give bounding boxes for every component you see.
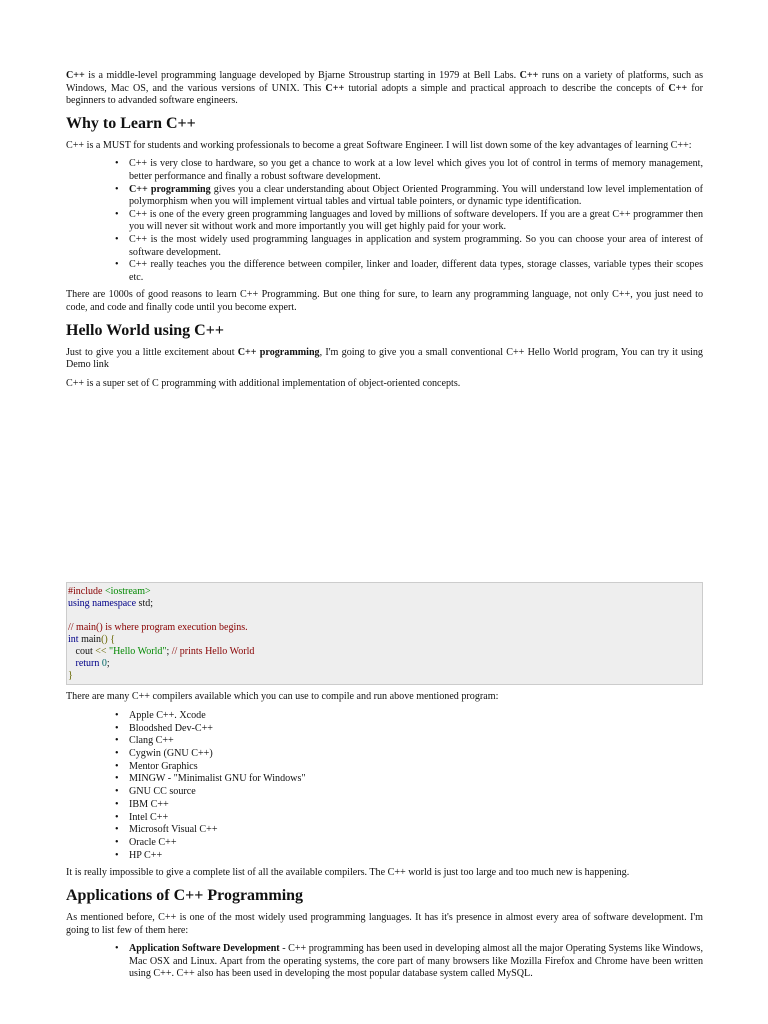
code-token: cout (68, 646, 96, 658)
list-item-text: gives you a clear understanding about Object Oriented Programming. You will understand low level implementation of polymorphism when you will implement virtual tables and virtual table pointers, or dynamic type identification. (129, 183, 703, 208)
code-token: ; (166, 646, 172, 658)
code-line (67, 598, 702, 610)
code-token: << (95, 646, 107, 658)
code-line (67, 622, 702, 634)
list-item: • HP C++ (129, 850, 703, 863)
applications-heading: Applications of C++ Programming (66, 886, 304, 904)
list-item: • GNU CC source (129, 786, 703, 799)
list-item: • C++ is the most widely used programming languages in application and system programming. So you can choose your area of interest of software development. (129, 234, 703, 259)
paragraph-text: , I'm going to give you a small conventional C++ Hello World program, You can try it using Demo link (66, 346, 703, 371)
list-item: • Apple C++. Xcode (129, 710, 703, 723)
code-line (67, 586, 702, 598)
why-learn-heading: Why to Learn C++ (66, 114, 196, 132)
list-item: • Mentor Graphics (129, 761, 703, 774)
code-token: ; (106, 658, 110, 670)
code-token: <iostream> (104, 586, 151, 598)
code-line (67, 658, 702, 670)
document-page (66, 70, 703, 986)
list-item (129, 184, 703, 209)
list-item-bold: C++ programming (129, 183, 211, 195)
code-line (67, 670, 702, 682)
list-item: • Bloodshed Dev-C++ (129, 723, 703, 736)
list-item-text: - C++ programming has been used in developing almost all the major Operating Systems like Windows, Mac OSX and Linux. Apart from the operating systems, the core part of many browsers like Mozilla Firefox and Chrome have been written using C++. C++ also has been used in developing the most popular database system called MySQL. (129, 943, 703, 980)
compilers-intro-paragraph: There are many C++ compilers available which you can use to compile and run above mentioned program: (66, 691, 499, 703)
applications-intro-paragraph: As mentioned before, C++ is one of the most widely used programming languages. It has it's presence in almost every area of software development. I'm going to list few of them here: (66, 911, 703, 936)
intro-text: for beginners to advanded software engineers. (66, 82, 703, 107)
code-token: "Hello World" (106, 646, 167, 658)
advantages-list (66, 158, 703, 284)
code-token: () { (101, 634, 116, 646)
list-item: • MINGW - "Minimalist GNU for Windows" (129, 773, 703, 786)
intro-bold: C++ (519, 70, 539, 81)
code-token: std; (136, 598, 153, 610)
why-intro-paragraph: C++ is a MUST for students and working professionals to become a great Software Engineer. I will list down some of the key advantages of learning C++: (66, 139, 692, 151)
compilers-list (66, 710, 703, 862)
superset-paragraph: C++ is a super set of C programming with additional implementation of object-oriented concepts. (66, 377, 461, 389)
paragraph-text: Just to give you a little excitement about (66, 346, 238, 358)
list-item: • C++ is one of the every green programming languages and loved by millions of software developers. If you are a great C++ programmer then you will never sit without work and more importantly you will get highly paid for your work. (129, 209, 703, 234)
intro-text: is a middle-level programming language developed by Bjarne Stroustrup starting in 1979 at Bell Labs. (84, 70, 520, 81)
list-item: • Clang C++ (129, 735, 703, 748)
intro-bold: C++ (325, 82, 345, 94)
list-item: • Intel C++ (129, 812, 703, 825)
compilers-outro-paragraph: It is really impossible to give a complete list of all the available compilers. The C++ world is just too large and too much new is happening. (66, 867, 630, 879)
list-item (129, 943, 703, 981)
code-line (67, 646, 702, 658)
code-token: return (68, 658, 100, 670)
intro-paragraph (66, 70, 703, 108)
hello-intro-paragraph (66, 347, 703, 372)
list-item: • IBM C++ (129, 799, 703, 812)
code-token: int (68, 634, 79, 646)
list-item: • Cygwin (GNU C++) (129, 748, 703, 761)
code-line (67, 610, 702, 622)
paragraph-bold: C++ programming (237, 346, 320, 358)
blank-space (66, 396, 703, 582)
list-item: • Microsoft Visual C++ (129, 824, 703, 837)
code-token: using namespace (68, 598, 137, 610)
intro-bold: C++ (66, 70, 85, 81)
code-token: 0 (99, 658, 107, 670)
list-item: • C++ is very close to hardware, so you get a chance to work at a low level which gives you lot of control in terms of memory management, better performance and finally a robust software development. (129, 158, 703, 183)
list-item: • Oracle C++ (129, 837, 703, 850)
code-token: // prints Hello World (171, 646, 255, 658)
list-item-bold: Application Software Development (129, 943, 280, 955)
code-line (67, 634, 702, 646)
list-item: • C++ really teaches you the difference between compiler, linker and loader, different data types, storage classes, variable types their scopes etc. (129, 259, 703, 284)
code-token: main (78, 634, 102, 646)
code-token: // main() is where program execution begins. (68, 622, 248, 634)
intro-text: runs on a variety of platforms, such as Windows, Mac OS, and the various versions of UNIX. This (66, 70, 703, 94)
code-token: } (68, 670, 73, 682)
intro-bold: C++ (668, 82, 688, 94)
why-outro-paragraph: There are 1000s of good reasons to learn C++ Programming. But one thing for sure, to learn any programming language, not only C++, you just need to code, and code and finally code until you become expert. (66, 289, 703, 313)
hello-world-heading: Hello World using C++ (66, 321, 224, 339)
applications-list (66, 943, 703, 981)
code-block (66, 582, 703, 685)
intro-text: tutorial adopts a simple and practical approach to describe the concepts of (344, 82, 669, 94)
code-token: #include (68, 586, 105, 598)
